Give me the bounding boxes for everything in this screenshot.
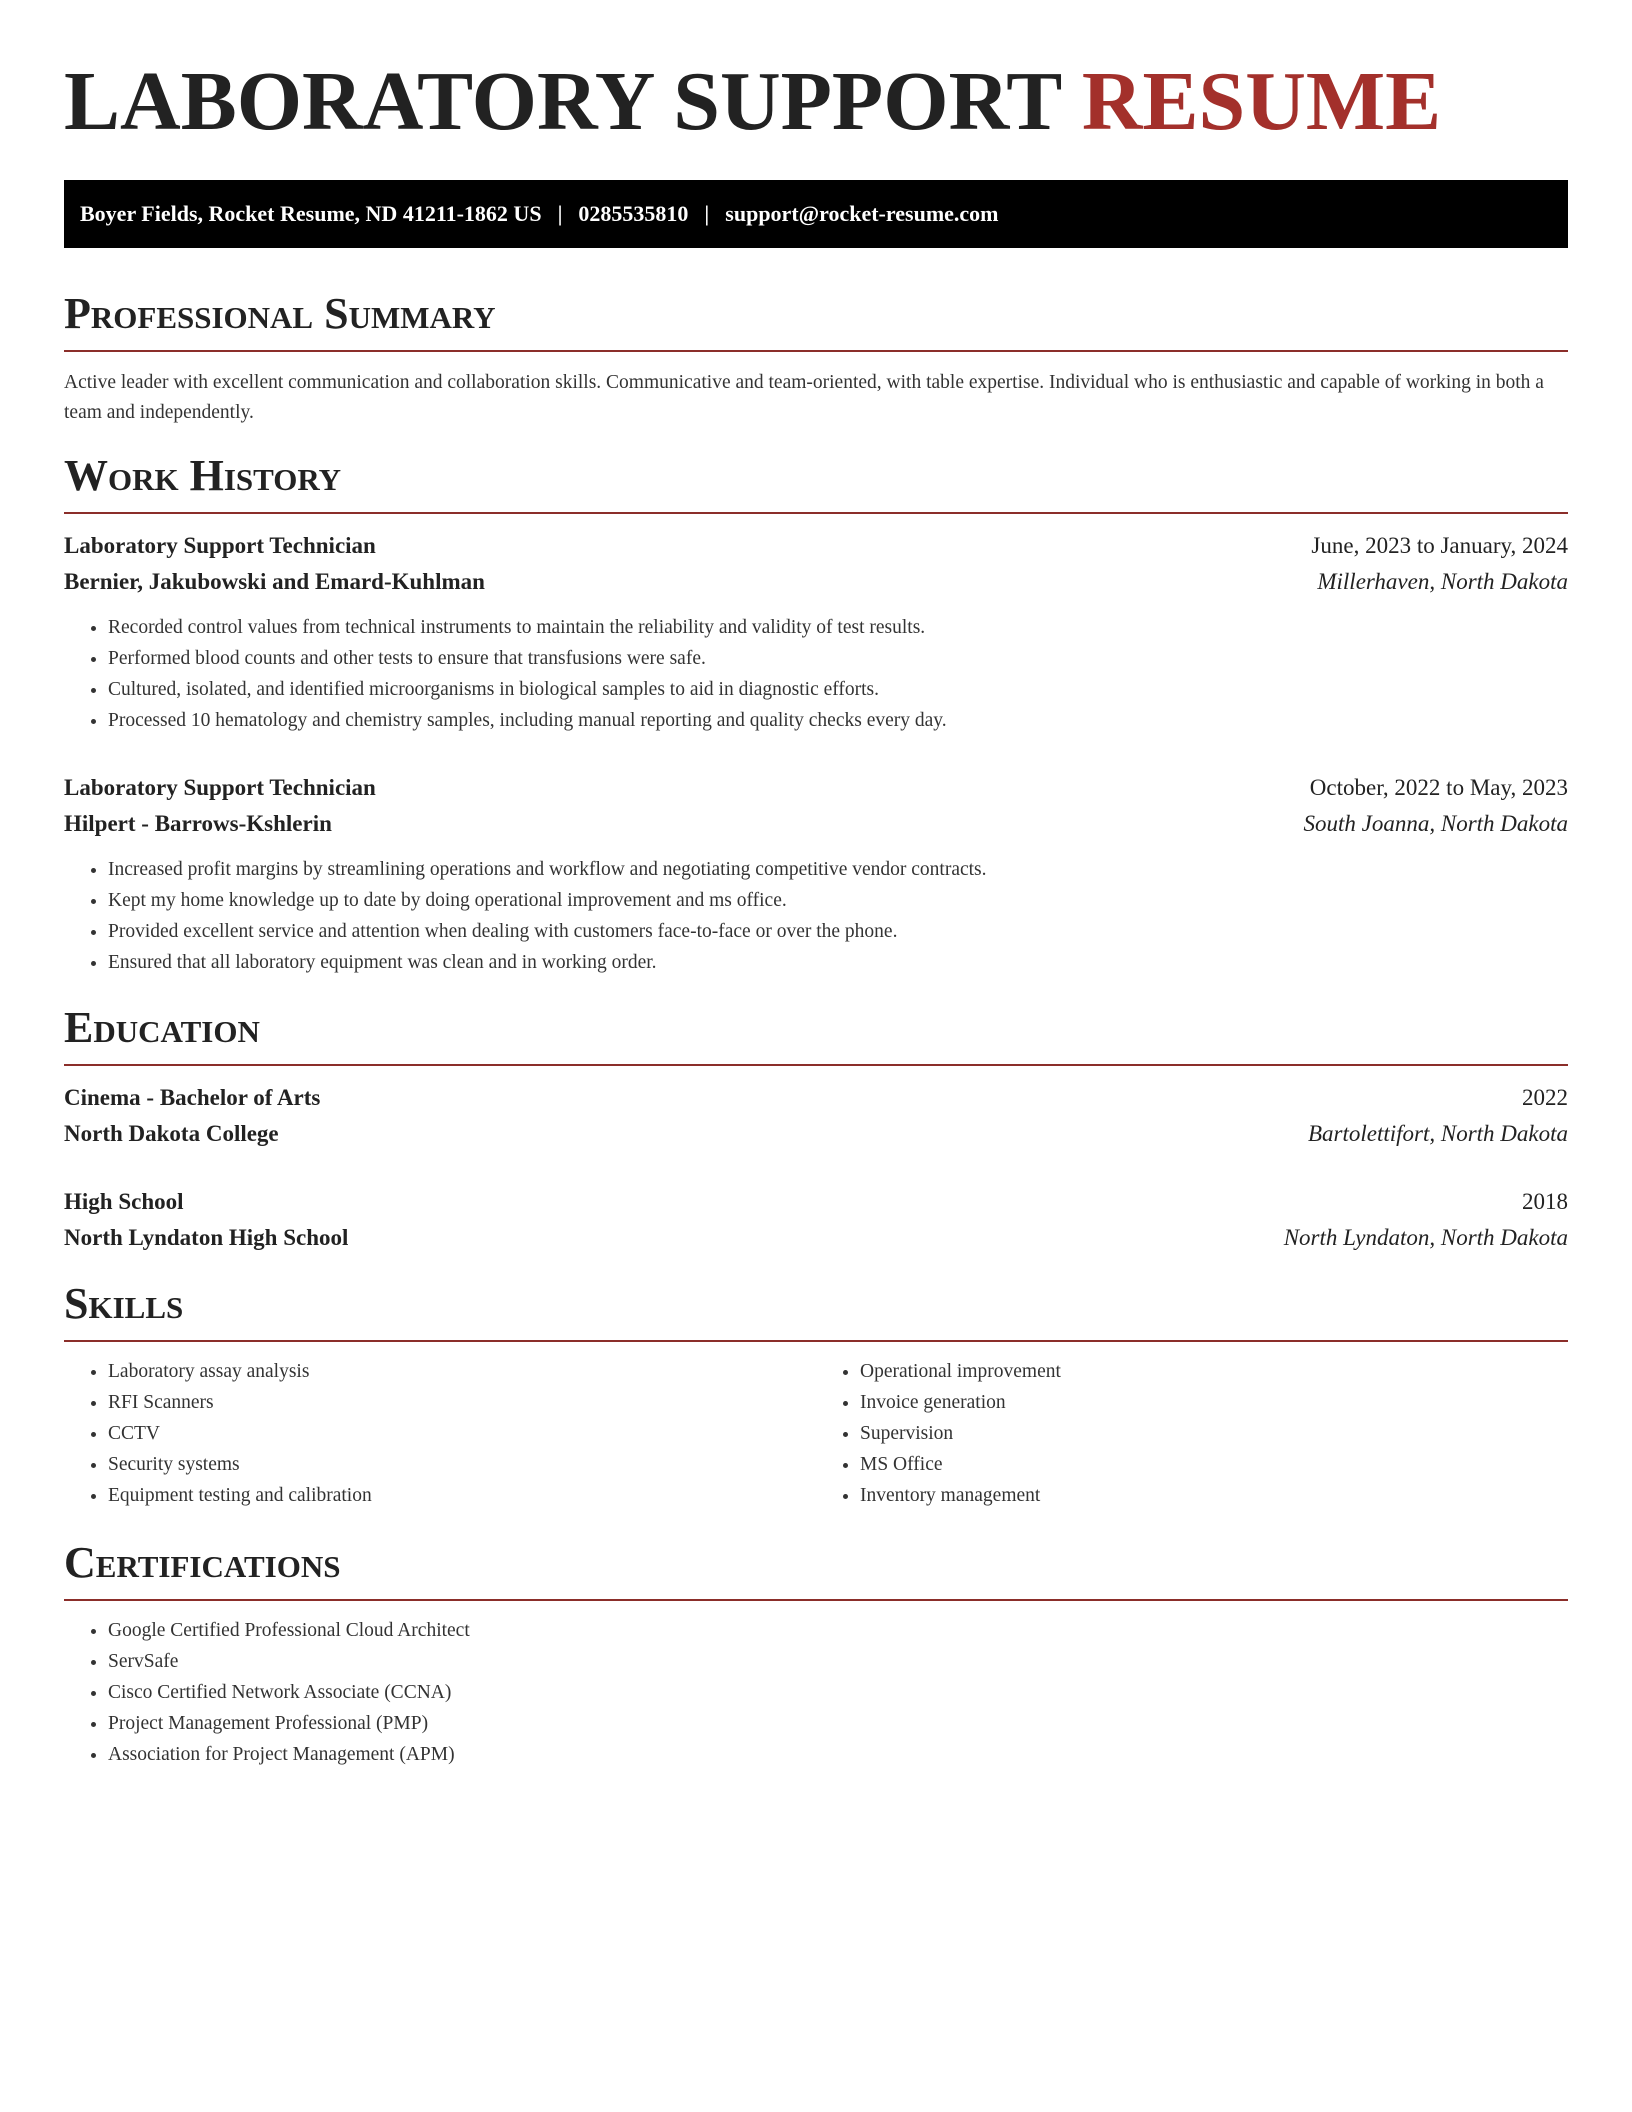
title-main: LABORATORY SUPPORT [64,55,1061,148]
summary-text: Active leader with excellent communication and collaboration skills. Communicative and team-oriented, with table expertise. Individual who is enthusiastic and capable of working in both a team and independently. [64,372,1544,423]
job-title: Laboratory Support Technician [64,775,376,800]
job-company: Hilpert - Barrows-Kshlerin [64,811,332,836]
education-year: 2018 [1522,1189,1568,1214]
job-bullet: • Processed 10 hematology and chemistry samples, including manual reporting and quality checks every day. [108,705,1568,736]
section-divider [64,350,1568,352]
skills-list-right [816,1356,1568,1511]
section-divider [64,512,1568,514]
job-bullet: • Increased profit margins by streamlining operations and workflow and negotiating competitive vendor contracts. [108,854,1568,885]
certification-item: • Project Management Professional (PMP) [108,1708,1568,1739]
skills-heading: Skills [64,1279,184,1328]
skill-item: • CCTV [108,1418,816,1449]
job-header-row [64,528,1568,564]
job-bullets [64,612,1568,736]
job-company-row [64,564,1568,600]
skill-item: • Invoice generation [860,1387,1568,1418]
certifications-section [64,1537,1568,1770]
certification-item: • Cisco Certified Network Associate (CCNA) [108,1677,1568,1708]
job-bullet: • Cultured, isolated, and identified microorganisms in biological samples to aid in diagnostic efforts. [108,674,1568,705]
education-entry [64,1184,1568,1256]
section-divider [64,1340,1568,1342]
job-company-row [64,806,1568,842]
education-year: 2022 [1522,1085,1568,1110]
contact-phone: 0285535810 [578,201,689,226]
contact-separator: | [704,201,710,226]
contact-address: Boyer Fields, Rocket Resume, ND 41211-1862 US [80,201,542,226]
education-school: North Lyndaton High School [64,1225,349,1250]
skill-item: • Laboratory assay analysis [108,1356,816,1387]
job-header-row [64,770,1568,806]
summary-section [64,288,1568,428]
skill-item: • Security systems [108,1449,816,1480]
skill-item: • Inventory management [860,1480,1568,1511]
education-section [64,1002,1568,1256]
certifications-heading: Certifications [64,1538,341,1587]
job-bullets [64,854,1568,978]
job-bullet: • Provided excellent service and attention when dealing with customers face-to-face or over the phone. [108,916,1568,947]
job-entry [64,770,1568,978]
contact-email: support@rocket-resume.com [725,201,999,226]
education-school: North Dakota College [64,1121,279,1146]
work-history-heading: Work History [64,451,342,500]
job-dates: October, 2022 to May, 2023 [1309,775,1568,800]
job-location: South Joanna, North Dakota [1303,811,1568,836]
contact-bar [64,180,1568,248]
education-location: North Lyndaton, North Dakota [1283,1225,1568,1250]
certifications-list [64,1615,1568,1770]
summary-heading: Professional Summary [64,289,496,338]
skill-item: • Equipment testing and calibration [108,1480,816,1511]
education-location: Bartolettifort, North Dakota [1307,1121,1568,1146]
job-bullet: • Kept my home knowledge up to date by doing operational improvement and ms office. [108,885,1568,916]
certification-item: • Association for Project Management (APM) [108,1739,1568,1770]
skill-item: • MS Office [860,1449,1568,1480]
skills-section [64,1278,1568,1511]
job-dates: June, 2023 to January, 2024 [1311,533,1568,558]
education-degree-row [64,1184,1568,1220]
contact-separator: | [557,201,563,226]
education-degree-row [64,1080,1568,1116]
education-school-row [64,1220,1568,1256]
work-history-section [64,450,1568,978]
skills-grid [64,1356,1568,1511]
job-bullet: • Ensured that all laboratory equipment was clean and in working order. [108,947,1568,978]
education-school-row [64,1116,1568,1152]
section-divider [64,1599,1568,1601]
job-bullet: • Recorded control values from technical instruments to maintain the reliability and validity of test results. [108,612,1568,643]
skill-item: • RFI Scanners [108,1387,816,1418]
skill-item: • Operational improvement [860,1356,1568,1387]
job-entry [64,528,1568,736]
job-bullet: • Performed blood counts and other tests to ensure that transfusions were safe. [108,643,1568,674]
skill-item: • Supervision [860,1418,1568,1449]
job-company: Bernier, Jakubowski and Emard-Kuhlman [64,569,485,594]
title-accent: RESUME [1081,55,1442,148]
education-degree: Cinema - Bachelor of Arts [64,1085,321,1110]
resume-title [64,52,1568,152]
education-entry [64,1080,1568,1152]
certification-item: • Google Certified Professional Cloud Architect [108,1615,1568,1646]
education-heading: Education [64,1003,260,1052]
education-degree: High School [64,1189,184,1214]
skills-list-left [64,1356,816,1511]
section-divider [64,1064,1568,1066]
job-title: Laboratory Support Technician [64,533,376,558]
job-location: Millerhaven, North Dakota [1317,569,1568,594]
certification-item: • ServSafe [108,1646,1568,1677]
